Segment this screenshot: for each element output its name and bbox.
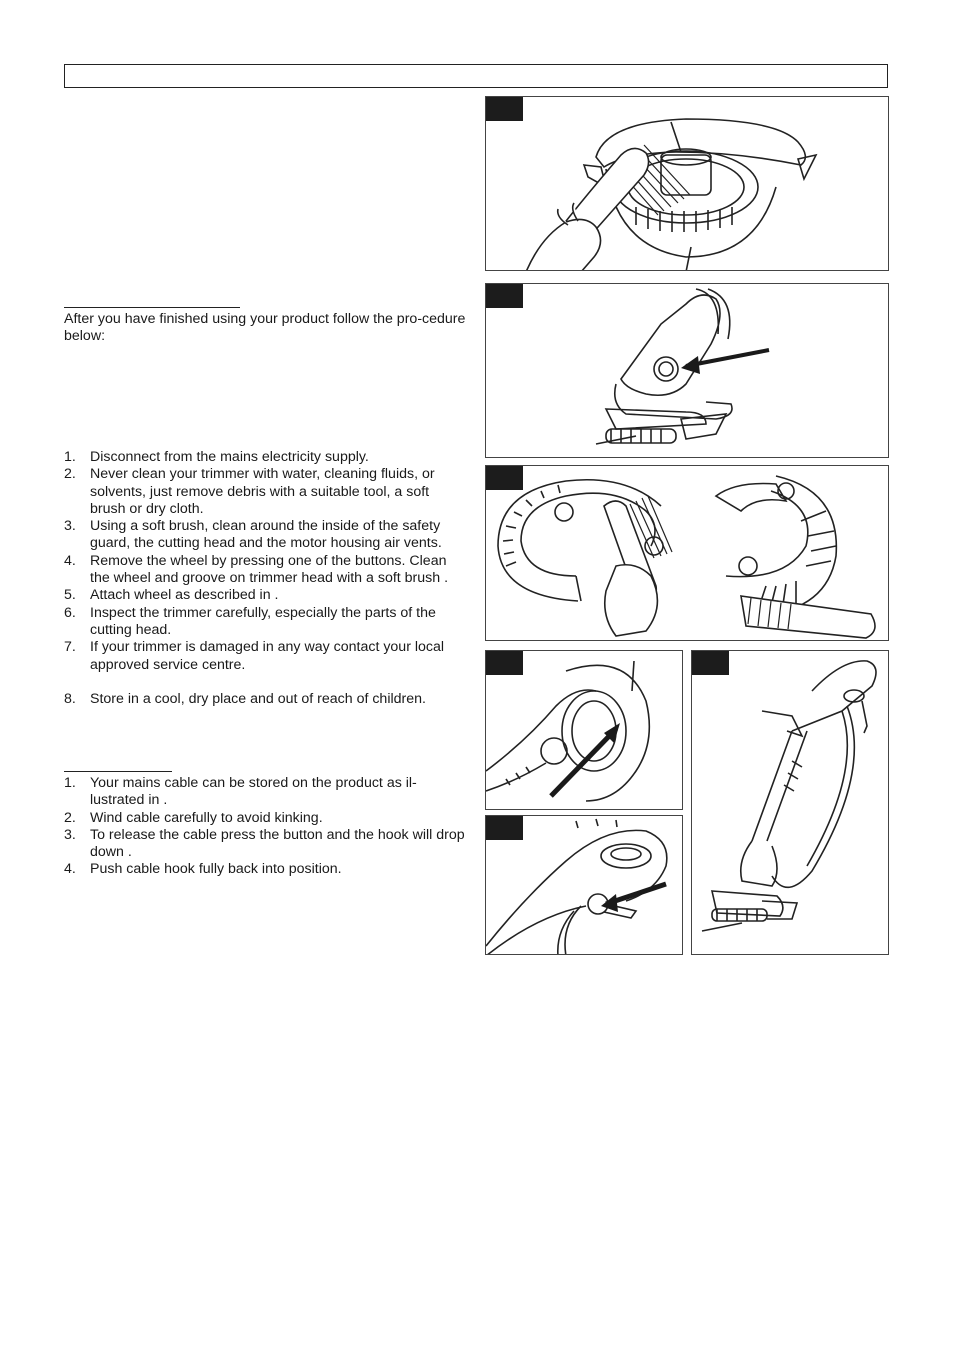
wheel-brush-illustration: [486, 466, 889, 641]
list-item: 2. Wind cable carefully to avoid kinking.: [64, 809, 323, 826]
list-item: 5. Attach wheel as described in .: [64, 587, 279, 604]
trimmer-cable-wound-illustration: [692, 651, 889, 955]
cable-release-illustration: [486, 816, 683, 955]
list-item: 8. Store in a cool, dry place and out of reach of children.: [64, 690, 426, 707]
maintenance-intro: After you have finished using your product follow the pro-cedure below:: [64, 311, 466, 345]
figure-cable-hook: [485, 650, 683, 810]
figure-cable-release: [485, 815, 683, 955]
section-header-bar: [64, 64, 888, 88]
list-item: 4. Remove the wheel by pressing one of the buttons. Clean the wheel and groove on trimmer head with a soft brush .: [64, 552, 449, 587]
figure-cable-storage: [691, 650, 889, 955]
trimmer-head-brush-illustration: [486, 97, 889, 271]
cable-hook-illustration: [486, 651, 683, 810]
heading-underline: [64, 771, 172, 772]
heading-underline: [64, 307, 240, 308]
figure-wheel-button: [485, 283, 889, 458]
list-item: 2. Never clean your trimmer with water, cleaning fluids, or solvents, just remove debris with a suitable tool, a soft brush or dry cloth.: [64, 466, 435, 517]
wheel-release-illustration: [486, 284, 889, 458]
list-item: 4. Push cable hook fully back into position.: [64, 861, 342, 878]
list-item: 7. If your trimmer is damaged in any way contact your local approved service centre.: [64, 639, 445, 673]
figure-cleaning-head: [485, 96, 889, 271]
cable-storage-steps: [64, 775, 468, 879]
list-item: 6. Inspect the trimmer carefully, especially the parts of the cutting head.: [64, 604, 436, 638]
list-item: 1. Your mains cable can be stored on the product as il-lustrated in .: [64, 775, 417, 809]
list-item: 3. Using a soft brush, clean around the inside of the safety guard, the cutting head and the motor housing air vents.: [64, 518, 442, 552]
maintenance-steps: [64, 449, 468, 708]
list-item: 1. Disconnect from the mains electricity supply.: [64, 449, 369, 465]
figure-wheel-cleaning: [485, 465, 889, 641]
list-item: 3. To release the cable press the button and the hook will drop down .: [64, 826, 465, 861]
